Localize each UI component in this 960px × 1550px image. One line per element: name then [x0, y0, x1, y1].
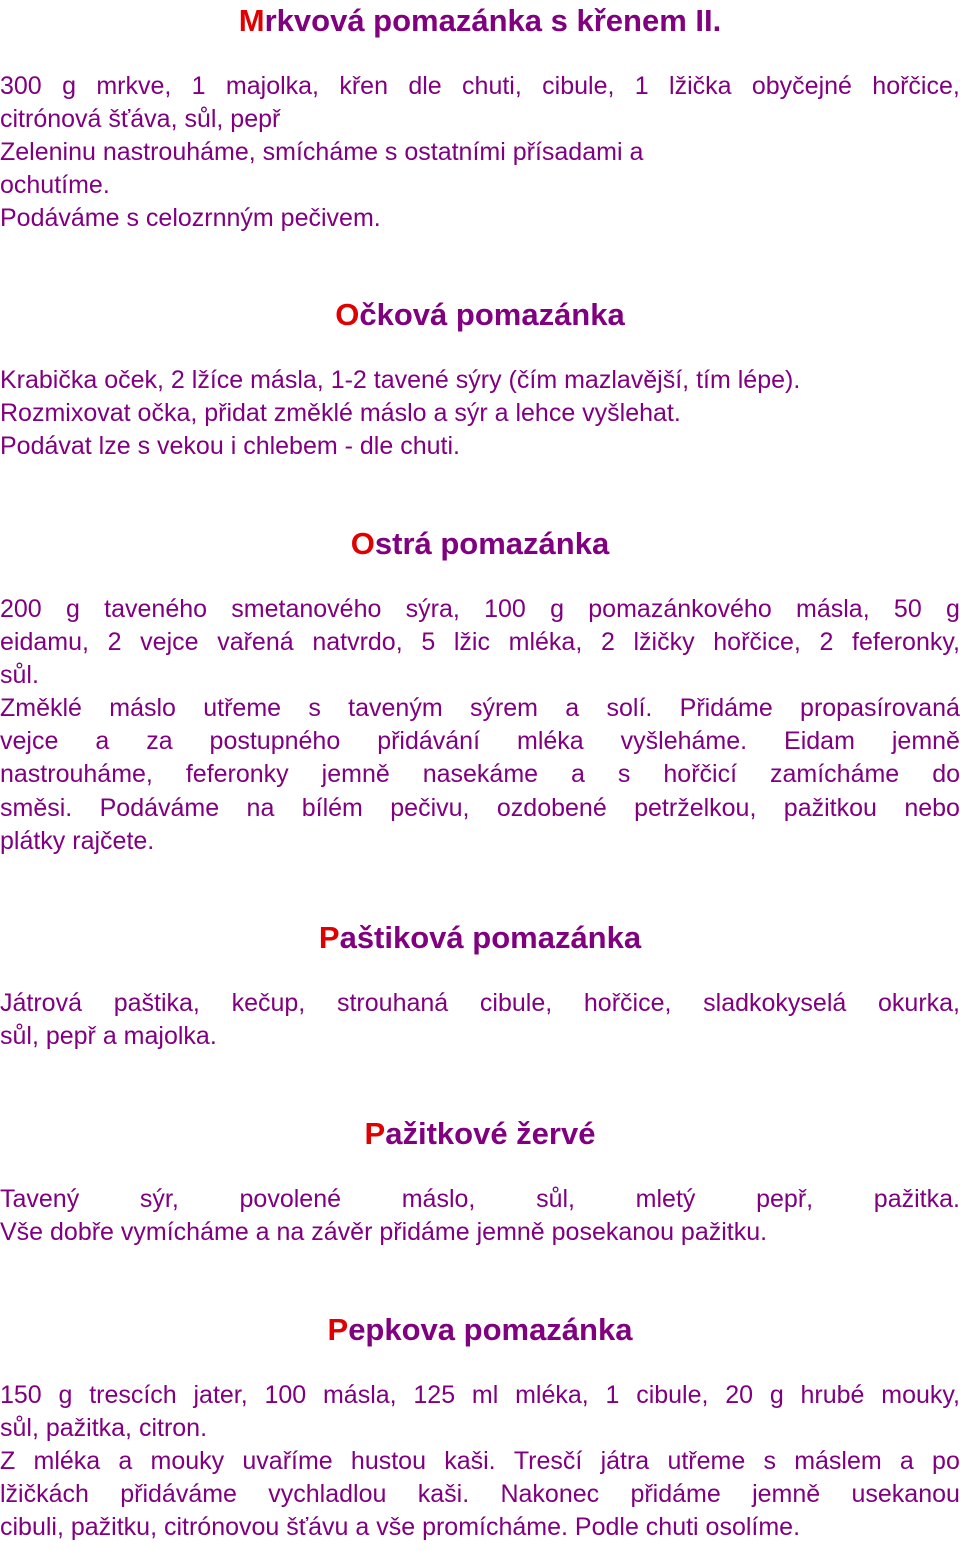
word: jemně	[321, 760, 390, 789]
word: pečivu,	[390, 793, 470, 822]
text-line: sůl.	[0, 661, 39, 690]
word: cibule,	[636, 1381, 709, 1409]
word: Přidáme	[679, 694, 773, 723]
text-line	[0, 792, 960, 825]
word: s	[617, 760, 631, 789]
word: do	[932, 760, 960, 789]
word: lžičkách	[0, 1480, 89, 1509]
word: utřeme	[667, 1447, 746, 1476]
word: a	[899, 1447, 914, 1476]
word: vejce	[0, 727, 59, 756]
text-line	[0, 1183, 960, 1216]
word: 150	[0, 1381, 42, 1409]
word: feferonky	[185, 760, 289, 789]
word: Podáváme	[99, 793, 220, 822]
text-line: sůl, pažitka, citron.	[0, 1414, 208, 1443]
recipe-body	[0, 70, 960, 235]
word: zamícháme	[770, 760, 900, 789]
word: hrubé	[800, 1381, 865, 1409]
recipe-mrkvova	[0, 3, 960, 235]
word: lžic	[453, 628, 490, 657]
word: a	[565, 694, 580, 723]
recipe-ockova	[0, 297, 960, 463]
title-rest: rkvová pomazánka s křenem II.	[264, 3, 722, 38]
text-line	[0, 725, 960, 758]
recipe-body	[0, 593, 960, 858]
word: Eidam	[784, 727, 855, 756]
word: kaši.	[417, 1480, 470, 1509]
word: vařená	[217, 628, 294, 657]
word: usekanou	[851, 1480, 960, 1509]
word: Nakonec	[500, 1480, 600, 1509]
word: 1	[605, 1381, 620, 1409]
word: ozdobené	[496, 793, 607, 822]
word: mletý	[635, 1185, 696, 1213]
word: kečup,	[231, 989, 306, 1017]
title-rest: ažitkové žervé	[385, 1116, 596, 1151]
word: 2	[819, 628, 834, 657]
word: uvaříme	[242, 1447, 333, 1476]
word: pažitka.	[873, 1185, 960, 1213]
word: mouky	[150, 1447, 225, 1476]
recipe-body	[0, 1379, 960, 1544]
word: postupného	[209, 727, 341, 756]
recipe-body	[0, 1183, 960, 1249]
word: mléka,	[508, 628, 583, 657]
word: 100	[264, 1381, 307, 1409]
word: vyšleháme.	[620, 727, 748, 756]
title-initial: P	[327, 1312, 349, 1347]
title-rest: strá pomazánka	[374, 526, 610, 561]
word: pomazánkového	[588, 595, 772, 623]
word: g	[946, 595, 960, 623]
text-line	[0, 593, 960, 626]
title-initial: P	[364, 1116, 386, 1151]
recipe-title	[0, 1116, 960, 1152]
word: nebo	[904, 793, 960, 822]
title-initial: P	[318, 920, 340, 955]
word: másla,	[322, 1381, 397, 1409]
word: okurka,	[878, 989, 960, 1017]
word: strouhaná	[336, 989, 449, 1017]
word: 50	[893, 595, 922, 623]
word: g	[769, 1381, 784, 1409]
word: přidávání	[377, 727, 481, 756]
recipe-body	[0, 364, 960, 463]
word: trescích	[89, 1381, 177, 1409]
recipe-title	[0, 920, 960, 956]
text-line	[0, 70, 960, 103]
recipe-title	[0, 526, 960, 562]
word: hustou	[350, 1447, 426, 1476]
word: natvrdo,	[312, 628, 403, 657]
text-line: Zeleninu nastrouháme, smícháme s ostatními přísadami a	[0, 138, 644, 167]
word: g	[62, 72, 76, 100]
word: hořčice,	[872, 72, 960, 100]
word: Játrová	[0, 989, 82, 1017]
word: 20	[725, 1381, 754, 1409]
word: jemně	[752, 1480, 821, 1509]
word: hořčice,	[713, 628, 801, 657]
word: feferonky,	[852, 628, 960, 657]
word: mouky,	[881, 1381, 960, 1409]
text-line: Podávat lze s vekou i chlebem - dle chuti.	[0, 432, 460, 461]
word: vychladlou	[268, 1480, 387, 1509]
word: mléka	[517, 727, 584, 756]
text-line: Krabička oček, 2 lžíce másla, 1-2 tavené sýry (čím mazlavější, tím lépe).	[0, 366, 801, 394]
text-line: citrónová šťáva, sůl, pepř	[0, 105, 281, 134]
word: máslo	[109, 694, 176, 723]
recipe-ostra	[0, 526, 960, 858]
word: nasekáme	[422, 760, 539, 789]
word: sůl,	[536, 1185, 575, 1213]
text-line: cibuli, pažitku, citrónovou šťávu a vše promícháme. Podle chuti osolíme.	[0, 1513, 801, 1542]
word: másla,	[796, 595, 870, 623]
word: g	[65, 595, 80, 623]
word: ml	[471, 1381, 499, 1409]
title-rest: čková pomazánka	[359, 297, 625, 332]
word: po	[932, 1447, 960, 1476]
word: paštika,	[113, 989, 200, 1017]
word: povolené	[239, 1185, 342, 1213]
word: mléka	[33, 1447, 101, 1476]
title-initial: O	[335, 297, 360, 332]
text-line	[0, 1445, 960, 1478]
word: 125	[413, 1381, 456, 1409]
recipe-title	[0, 3, 960, 39]
recipe-pepkova	[0, 1312, 960, 1544]
word: eidamu,	[0, 628, 89, 657]
word: propasírovaná	[800, 694, 960, 723]
word: směsi.	[0, 793, 73, 822]
recipe-body	[0, 987, 960, 1053]
word: sýrem	[469, 694, 538, 723]
word: 2	[107, 628, 122, 657]
text-line	[0, 1478, 960, 1511]
word: 1	[634, 72, 649, 100]
text-line: Rozmixovat očka, přidat změklé máslo a sýr a lehce vyšlehat.	[0, 399, 681, 428]
word: pepř,	[756, 1185, 814, 1213]
word: petrželkou,	[634, 793, 757, 822]
text-line	[0, 758, 960, 791]
word: s	[763, 1447, 776, 1476]
word: hořčicí	[663, 760, 738, 789]
word: vejce	[140, 628, 199, 657]
word: obyčejné	[751, 72, 852, 100]
word: 100	[484, 595, 526, 623]
text-line	[0, 987, 960, 1020]
word: za	[146, 727, 173, 756]
word: smetanového	[231, 595, 382, 623]
word: máslo,	[401, 1185, 476, 1213]
title-rest: epkova pomazánka	[348, 1312, 633, 1347]
word: s	[308, 694, 321, 723]
word: mléka,	[515, 1381, 589, 1409]
word: sýr,	[139, 1185, 179, 1213]
text-line: Vše dobře vymícháme a na závěr přidáme jemně posekanou pažitku.	[0, 1218, 768, 1247]
title-initial: M	[238, 3, 265, 38]
text-line: sůl, pepř a majolka.	[0, 1022, 217, 1051]
word: máslem	[794, 1447, 882, 1476]
word: lžička	[669, 72, 732, 100]
word: solí.	[606, 694, 653, 723]
word: g	[58, 1381, 73, 1409]
word: přidáme	[630, 1480, 721, 1509]
word: taveného	[104, 595, 208, 623]
word: sýra,	[405, 595, 460, 623]
word: lžičky	[633, 628, 695, 657]
word: kaši.	[444, 1447, 496, 1476]
title-rest: aštiková pomazánka	[339, 920, 642, 955]
word: na	[246, 793, 275, 822]
word: nastrouháme,	[0, 760, 153, 789]
word: 200	[0, 595, 42, 623]
word: a	[571, 760, 585, 789]
word: Tresčí	[513, 1447, 583, 1476]
word: dle	[408, 72, 442, 100]
text-line: plátky rajčete.	[0, 826, 155, 855]
word: játra	[600, 1447, 650, 1476]
recipe-title	[0, 1312, 960, 1348]
word: bílém	[301, 793, 363, 822]
text-line	[0, 1379, 960, 1412]
word: Tavený	[0, 1185, 80, 1213]
word: sladkokyselá	[703, 989, 847, 1017]
word: jemně	[891, 727, 960, 756]
word: cibule,	[479, 989, 553, 1017]
word: majolka,	[225, 72, 319, 100]
word: a	[118, 1447, 133, 1476]
recipe-title	[0, 297, 960, 333]
word: Z	[0, 1447, 16, 1476]
word: přidáváme	[120, 1480, 237, 1509]
text-line	[0, 692, 960, 725]
text-line	[0, 626, 960, 659]
word: pažitkou	[783, 793, 877, 822]
word: a	[95, 727, 110, 756]
text-line: Podáváme s celozrnným pečivem.	[0, 204, 381, 233]
word: 300	[0, 72, 42, 100]
word: chuti,	[462, 72, 522, 100]
word: 5	[421, 628, 436, 657]
word: 2	[600, 628, 615, 657]
word: taveným	[348, 694, 443, 723]
word: hořčice,	[583, 989, 672, 1017]
title-initial: O	[350, 526, 375, 561]
word: utřeme	[203, 694, 282, 723]
word: křen	[339, 72, 388, 100]
recipe-pazitkove-zerve	[0, 1116, 960, 1249]
word: 1	[191, 72, 206, 100]
text-line: ochutíme.	[0, 171, 110, 200]
word: Změklé	[0, 694, 82, 723]
word: g	[550, 595, 565, 623]
recipe-pastikova	[0, 920, 960, 1053]
word: cibule,	[542, 72, 615, 100]
word: mrkve,	[96, 72, 172, 100]
word: jater,	[193, 1381, 248, 1409]
